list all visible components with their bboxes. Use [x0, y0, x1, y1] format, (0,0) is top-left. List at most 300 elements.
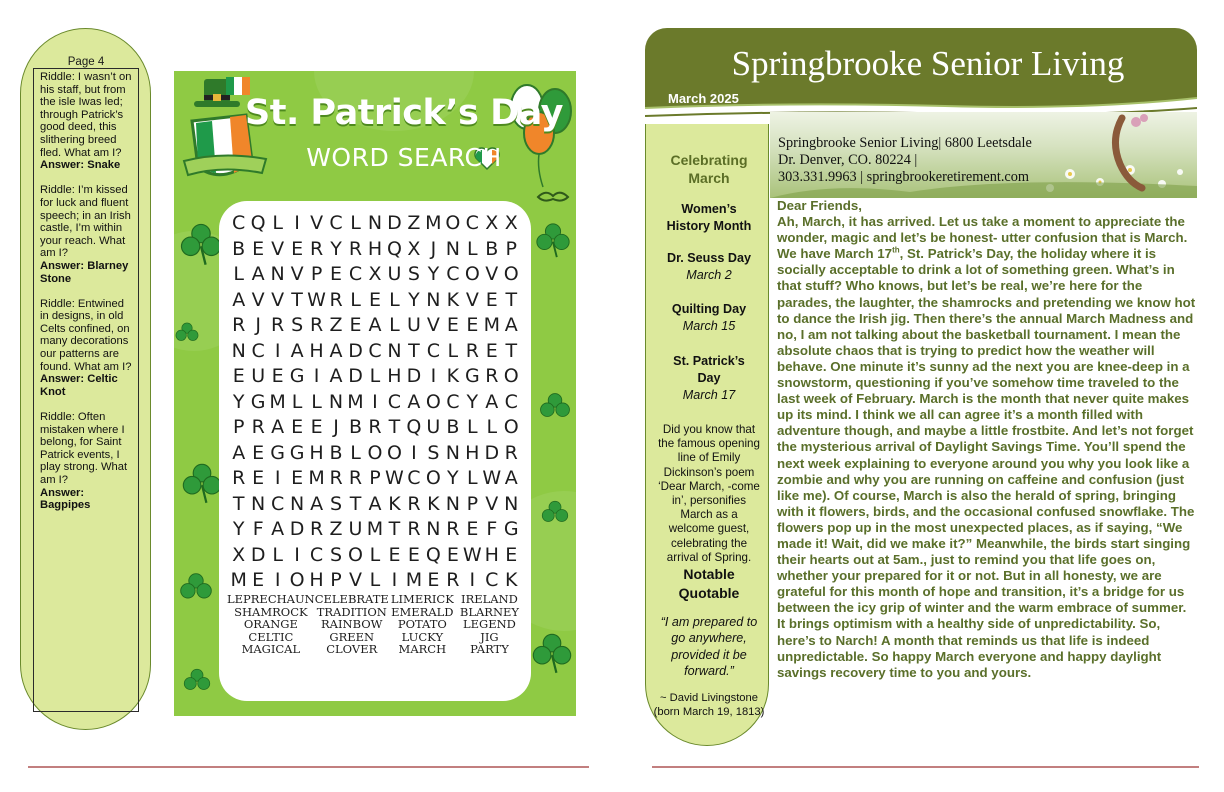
fact-line: Did you know that: [662, 423, 756, 436]
grid-letter: M: [366, 518, 384, 540]
grid-letter: O: [503, 263, 519, 285]
grid-letter: E: [466, 314, 479, 336]
grid-letter: W: [385, 467, 404, 489]
grid-letter: D: [406, 365, 422, 387]
grid-letter: O: [367, 441, 383, 464]
grid-letter: U: [348, 518, 363, 540]
grid-row: [229, 262, 521, 288]
riddle-answer: Answer: Snake: [40, 159, 121, 172]
grid-letter: I: [411, 441, 417, 464]
grid-letter: K: [446, 288, 460, 311]
grid-letter: E: [466, 518, 479, 540]
grid-letter: R: [485, 365, 499, 387]
grid-letter: I: [372, 390, 378, 413]
grid-letter: C: [309, 543, 324, 566]
grid-letter: V: [349, 569, 362, 591]
grid-letter: W: [462, 543, 482, 566]
notable-quotable-heading: Notable Quotable: [678, 566, 740, 601]
grid-letter: U: [406, 314, 421, 336]
grid-letter: I: [274, 339, 281, 362]
mustache-icon: [536, 191, 570, 205]
letter-grid: [229, 211, 521, 594]
grid-letter: I: [294, 212, 300, 234]
grid-row: [229, 568, 521, 594]
grid-letter: M: [269, 390, 286, 413]
grid-letter: B: [232, 237, 246, 260]
fact-line: Dickinson’s poem: [663, 465, 755, 479]
grid-letter: L: [486, 416, 498, 438]
grid-letter: C: [446, 263, 460, 285]
shamrock-icon: [534, 221, 572, 259]
grid-letter: R: [251, 416, 265, 438]
grid-letter: C: [387, 390, 402, 413]
grid-letter: J: [333, 416, 339, 438]
grid-letter: T: [291, 288, 303, 311]
grid-letter: C: [270, 492, 285, 515]
word-list-item: RAINBOW: [321, 617, 383, 631]
grid-letter: A: [504, 467, 518, 489]
grid-letter: Q: [386, 237, 402, 260]
grid-letter: S: [330, 492, 343, 515]
grid-letter: Y: [232, 518, 245, 540]
grid-letter: O: [425, 467, 441, 489]
grid-letter: V: [310, 212, 324, 234]
riddle-1: [40, 71, 135, 172]
grid-letter: L: [389, 288, 400, 311]
grid-letter: P: [310, 263, 323, 285]
quote-line: provided it be: [671, 647, 747, 662]
shamrock-icon: [180, 461, 224, 505]
grid-letter: I: [469, 569, 476, 591]
grid-letter: D: [348, 339, 363, 362]
event-quilting-day: Quilting Day March 15: [671, 302, 747, 333]
grid-letter: H: [465, 441, 480, 464]
grid-letter: Y: [466, 390, 479, 413]
grid-letter: Z: [329, 314, 343, 336]
grid-letter: D: [348, 365, 363, 387]
grid-letter: Q: [406, 416, 422, 438]
grid-letter: Y: [408, 288, 420, 311]
grid-letter: C: [329, 212, 343, 234]
grid-letter: C: [232, 212, 246, 234]
grid-row: [229, 543, 521, 569]
grid-letter: H: [309, 569, 324, 591]
grid-letter: H: [387, 365, 402, 387]
grid-letter: L: [447, 339, 459, 362]
riddle-answer: Answer: Bagpipes: [40, 486, 91, 512]
grid-letter: V: [426, 314, 440, 336]
event-st-patricks-day: St. Patrick’s Day March 17: [673, 354, 745, 402]
grid-letter: O: [445, 212, 461, 234]
grid-letter: I: [274, 467, 281, 489]
grid-letter: A: [232, 288, 246, 311]
grid-letter: L: [467, 237, 478, 260]
grid-letter: G: [464, 365, 480, 387]
grid-letter: Z: [329, 518, 343, 540]
grid-row: [229, 364, 521, 390]
grid-row: [229, 237, 521, 263]
fact-line: arrival of Spring.: [666, 550, 752, 564]
grid-letter: R: [309, 314, 324, 336]
grid-letter: D: [387, 212, 402, 234]
quote-attribution: ~ David Livingstone (born March 19, 1813): [653, 692, 765, 718]
word-list: [227, 593, 523, 656]
grid-letter: N: [289, 492, 305, 515]
grid-letter: E: [291, 237, 304, 260]
grid-letter: B: [485, 237, 499, 260]
grid-letter: T: [408, 339, 420, 362]
grid-letter: F: [252, 518, 264, 540]
word-search-panel: [174, 71, 576, 716]
grid-letter: C: [348, 263, 363, 285]
grid-letter: A: [485, 390, 499, 413]
letter-body: [777, 198, 1197, 681]
grid-letter: A: [251, 263, 265, 285]
grid-letter: R: [368, 416, 382, 438]
word-search-title: St. Patrick’s Day: [245, 93, 563, 133]
grid-letter: S: [291, 314, 304, 336]
grid-letter: L: [369, 365, 381, 387]
riddle-box: [33, 68, 139, 712]
grid-letter: L: [467, 416, 478, 438]
grid-letter: B: [446, 416, 460, 438]
event-dr-seuss-day: Dr. Seuss Day March 2: [666, 251, 751, 282]
grid-letter: M: [483, 314, 500, 336]
shamrock-icon: [174, 321, 200, 347]
grid-letter: E: [368, 288, 381, 311]
grid-letter: G: [289, 365, 305, 387]
word-search-card: [219, 201, 531, 701]
grid-letter: R: [348, 467, 363, 489]
grid-letter: A: [368, 492, 382, 515]
shamrock-icon: [178, 571, 214, 607]
grid-letter: R: [309, 237, 324, 260]
grid-letter: Y: [427, 263, 440, 285]
grid-letter: R: [465, 339, 479, 362]
issue-date: March 2025: [668, 91, 739, 106]
grid-letter: E: [271, 365, 284, 387]
address-block: [778, 135, 1108, 186]
grid-letter: N: [231, 339, 246, 362]
footer-rule-left: [28, 766, 589, 768]
fact-line: welcome guest,: [668, 522, 750, 536]
grid-row: [229, 492, 521, 518]
grid-letter: R: [348, 237, 363, 260]
grid-letter: A: [504, 314, 518, 336]
grid-letter: X: [504, 212, 518, 234]
grid-letter: L: [389, 314, 400, 336]
grid-row: [229, 313, 521, 339]
grid-letter: L: [350, 212, 361, 234]
grid-letter: K: [446, 365, 460, 387]
grid-row: [229, 415, 521, 441]
grid-letter: Y: [232, 390, 245, 413]
riddle-3: [40, 298, 135, 399]
grid-letter: Z: [407, 212, 421, 234]
grid-row: [229, 441, 521, 467]
grid-letter: R: [329, 288, 343, 311]
grid-letter: T: [505, 339, 518, 362]
word-list-item: CLOVER: [326, 642, 378, 656]
grid-letter: O: [503, 416, 519, 438]
grid-letter: B: [329, 441, 343, 464]
grid-letter: K: [505, 569, 518, 591]
did-you-know-fact: [650, 423, 768, 565]
grid-letter: U: [387, 263, 402, 285]
grid-letter: E: [349, 314, 362, 336]
grid-letter: F: [486, 518, 498, 540]
fact-line: ‘Dear March, -come: [658, 479, 760, 493]
grid-letter: P: [505, 237, 517, 260]
grid-letter: S: [427, 441, 440, 464]
grid-letter: E: [330, 263, 343, 285]
grid-letter: L: [291, 390, 303, 413]
grid-letter: E: [291, 467, 304, 489]
grid-letter: N: [445, 492, 460, 515]
shamrock-icon: [538, 391, 572, 425]
word-list-item: MAGICAL: [241, 642, 301, 656]
word-list-item: CELTIC: [248, 629, 294, 644]
grid-letter: L: [272, 543, 283, 566]
grid-letter: E: [232, 365, 245, 387]
grid-letter: C: [446, 390, 460, 413]
grid-letter: E: [427, 569, 440, 591]
grid-letter: W: [307, 288, 326, 311]
word-list-item: MARCH: [398, 642, 447, 656]
grid-letter: V: [271, 237, 285, 260]
grid-letter: M: [230, 569, 247, 591]
grid-letter: C: [485, 569, 499, 591]
grid-letter: R: [329, 467, 343, 489]
grid-letter: O: [503, 365, 519, 387]
grid-letter: C: [368, 339, 382, 362]
grid-letter: Q: [425, 543, 441, 566]
riddle-answer: Answer: Blarney Stone: [40, 259, 129, 285]
grid-letter: N: [270, 263, 285, 285]
grid-letter: R: [309, 518, 324, 540]
grid-letter: O: [425, 390, 441, 413]
riddle-text: Riddle: Often mistaken where I belong, for Saint Patrick events, I play strong. What am I?: [40, 411, 128, 486]
grid-letter: I: [391, 569, 398, 591]
grid-letter: O: [289, 569, 305, 591]
grid-letter: N: [426, 518, 441, 540]
riddle-4: [40, 411, 135, 512]
horseshoe-icon: [1115, 118, 1142, 188]
grid-letter: L: [369, 569, 381, 591]
grid-letter: C: [504, 390, 518, 413]
page-number: Page 4: [67, 56, 105, 68]
grid-letter: A: [329, 365, 343, 387]
grid-letter: D: [289, 518, 305, 540]
word-list-item: LEGEND: [462, 617, 516, 631]
grid-letter: G: [250, 390, 266, 413]
grid-letter: N: [504, 492, 519, 515]
word-list-item: SHAMROCK: [234, 604, 308, 619]
grid-letter: R: [446, 569, 460, 591]
grid-letter: P: [466, 492, 479, 515]
word-list-item: JIG: [480, 629, 499, 644]
grid-letter: A: [271, 518, 285, 540]
grid-letter: O: [386, 441, 402, 464]
grid-letter: T: [388, 518, 401, 540]
word-list-item: TRADITION: [316, 604, 387, 619]
grid-row: [229, 211, 521, 237]
grid-letter: E: [252, 237, 265, 260]
grid-letter: V: [290, 263, 304, 285]
grid-letter: U: [251, 365, 266, 387]
grid-letter: R: [271, 314, 285, 336]
grid-letter: X: [407, 237, 421, 260]
grid-letter: C: [407, 467, 421, 489]
fact-line: line of Emily: [677, 451, 741, 465]
grid-letter: A: [310, 492, 324, 515]
grid-letter: A: [407, 390, 421, 413]
grid-letter: T: [505, 288, 518, 311]
grid-row: [229, 466, 521, 492]
word-list-item: LEPRECHAUN: [227, 592, 315, 606]
grid-letter: L: [350, 441, 361, 464]
grid-letter: R: [504, 441, 518, 464]
word-list-item: LUCKY: [401, 629, 444, 644]
grid-letter: I: [294, 543, 300, 566]
grid-letter: H: [309, 441, 324, 464]
shamrock-icon: [540, 499, 570, 529]
riddle-2: [40, 184, 135, 285]
grid-letter: E: [252, 569, 265, 591]
fact-line: March as a: [680, 508, 738, 522]
grid-row: [229, 288, 521, 314]
grid-letter: N: [251, 492, 266, 515]
address-line: 303.331.9963 | springbrookeretirement.com: [778, 169, 1030, 185]
grid-letter: P: [232, 416, 245, 438]
quote-line: “I am prepared to: [660, 615, 758, 629]
riddle-text: Riddle: Entwined in designs, in old Celts confined, on many decorations our patterns are found. What am I?: [40, 297, 132, 373]
footer-rule-right: [652, 766, 1199, 768]
grid-letter: N: [426, 288, 441, 311]
grid-letter: E: [252, 467, 265, 489]
shamrock-icon: [178, 221, 224, 267]
grid-letter: P: [330, 569, 342, 591]
word-list-item: PARTY: [470, 642, 509, 656]
grid-letter: N: [387, 339, 402, 362]
grid-letter: C: [251, 339, 265, 362]
grid-letter: P: [369, 467, 381, 489]
address-line: Springbrooke Senior Living| 6800 Leetsdale: [778, 135, 1032, 151]
fact-line: the famous opening: [658, 437, 760, 451]
grid-letter: T: [349, 492, 362, 515]
grid-letter: T: [232, 492, 245, 515]
grid-letter: Y: [330, 237, 342, 260]
grid-letter: V: [485, 492, 499, 515]
grid-letter: J: [430, 237, 437, 260]
grid-letter: D: [484, 441, 500, 464]
grid-letter: M: [347, 390, 364, 413]
grid-letter: L: [233, 263, 244, 285]
grid-letter: E: [485, 339, 498, 362]
grid-letter: H: [309, 339, 324, 362]
grid-letter: K: [388, 492, 401, 515]
grid-letter: E: [446, 314, 459, 336]
grid-letter: R: [407, 492, 421, 515]
word-list-item: EMERALD: [391, 604, 454, 619]
word-list-item: CELEBRATE: [314, 592, 389, 606]
grid-letter: C: [426, 339, 441, 362]
grid-letter: N: [367, 212, 383, 234]
quote-text: [650, 614, 768, 679]
grid-letter: E: [505, 543, 518, 566]
grid-letter: R: [232, 314, 246, 336]
grid-letter: S: [330, 543, 343, 566]
grid-letter: C: [465, 212, 479, 234]
event-womens-history: Women’s History Month: [666, 202, 752, 233]
grid-letter: W: [482, 467, 502, 489]
grid-letter: X: [485, 212, 499, 234]
grid-letter: X: [368, 263, 382, 285]
grid-letter: B: [348, 416, 363, 438]
grid-letter: I: [313, 365, 320, 387]
grid-letter: V: [251, 288, 265, 311]
grid-letter: E: [407, 543, 420, 566]
grid-letter: L: [350, 288, 361, 311]
fact-line: in’, personifies: [671, 494, 747, 508]
word-list-item: BLARNEY: [459, 604, 519, 619]
grid-letter: E: [291, 416, 304, 438]
word-list-item: LIMERICK: [390, 592, 454, 606]
grid-letter: D: [250, 543, 266, 566]
grid-letter: E: [446, 543, 459, 566]
address-line: Dr. Denver, CO. 80224 |: [778, 152, 918, 168]
grid-letter: M: [425, 212, 442, 234]
grid-letter: T: [388, 416, 401, 438]
grid-letter: L: [272, 212, 283, 234]
fact-line: celebrating the: [670, 536, 748, 550]
quote-line: go anywhere,: [671, 631, 747, 646]
grid-letter: E: [252, 441, 265, 464]
riddle-text: Riddle: I’m kissed for luck and fluent speech; in an Irish castle, I’m within your reach. What am I?: [40, 184, 131, 260]
grid-letter: S: [407, 263, 420, 285]
shamrock-icon: [530, 631, 574, 675]
grid-letter: U: [426, 416, 441, 438]
grid-letter: I: [274, 569, 281, 591]
grid-letter: V: [485, 263, 499, 285]
grid-row: [229, 339, 521, 365]
grid-row: [229, 390, 521, 416]
word-search-subtitle: WORD SEARCH: [306, 143, 502, 172]
riddle-text: Riddle: I wasn’t on his staff, but from the isle Iwas led; through Patrick’s good deed, this slithering breed fled. What am I?: [40, 71, 132, 159]
grid-letter: K: [427, 492, 440, 515]
word-list-item: ORANGE: [243, 617, 298, 631]
grid-letter: A: [271, 416, 285, 438]
grid-letter: A: [329, 339, 343, 362]
grid-letter: A: [368, 314, 382, 336]
riddle-answer: Answer: Celtic Knot: [40, 373, 118, 398]
grid-letter: I: [430, 365, 437, 387]
grid-letter: H: [367, 237, 383, 260]
grid-letter: Y: [447, 467, 459, 489]
grid-letter: N: [328, 390, 344, 413]
grid-letter: V: [465, 288, 479, 311]
grid-letter: E: [310, 416, 323, 438]
grid-letter: E: [388, 543, 401, 566]
grid-letter: E: [485, 288, 498, 311]
grid-letter: N: [445, 237, 460, 260]
grid-letter: H: [484, 543, 499, 566]
newsletter-title: Springbrooke Senior Living: [731, 44, 1125, 83]
grid-letter: G: [289, 441, 305, 464]
word-list-item: POTATO: [397, 617, 447, 631]
grid-letter: O: [464, 263, 480, 285]
sidebar-heading: Celebrating March: [670, 152, 748, 186]
